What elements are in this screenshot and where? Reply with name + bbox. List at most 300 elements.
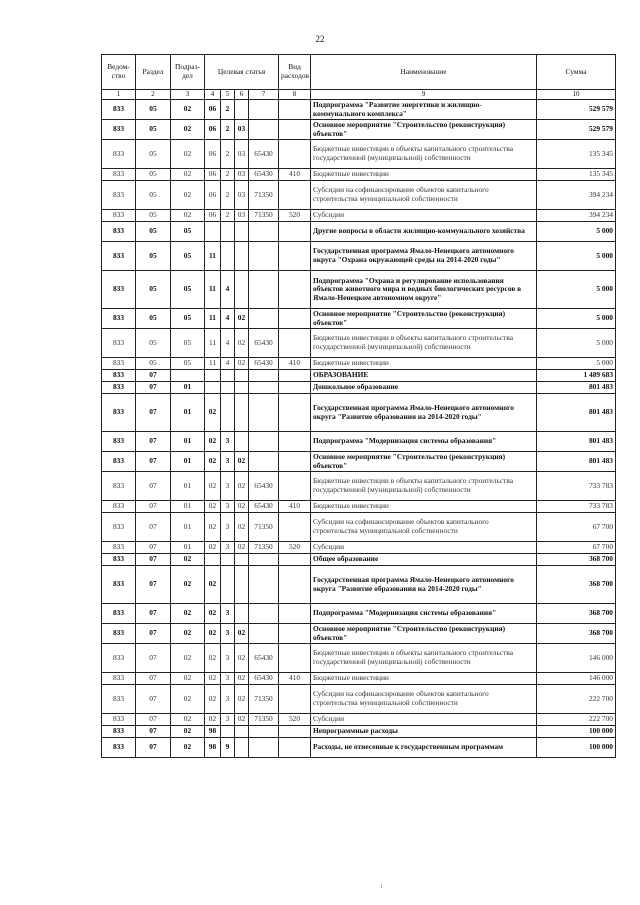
cell-vedomstvo: 833 — [102, 140, 136, 169]
cell-subprogram: 4 — [221, 309, 235, 329]
cell-vid-rashodov — [279, 140, 311, 169]
cell-vedomstvo: 833 — [102, 329, 136, 358]
cell-naimenovanie: Государственная программа Ямало-Ненецкого автономного округа "Охрана окружающей среды на 2014-2020 годы" — [311, 242, 537, 271]
cell-summa: 529 579 — [537, 120, 616, 140]
page-number: 22 — [315, 34, 325, 44]
cell-subprogram: 3 — [221, 685, 235, 714]
cell-podrazdel: 02 — [171, 673, 205, 685]
cell-podrazdel: 01 — [171, 394, 205, 432]
table-row — [102, 222, 616, 242]
header-podrazdel: Подраз- дел — [171, 55, 205, 90]
cell-program: 02 — [205, 472, 221, 501]
column-number: 6 — [235, 90, 249, 100]
cell-vid-rashodov — [279, 624, 311, 644]
cell-vid-rashodov — [279, 432, 311, 452]
cell-vid-rashodov — [279, 472, 311, 501]
cell-subprogram: 2 — [221, 100, 235, 120]
cell-event — [235, 604, 249, 624]
table-row — [102, 271, 616, 309]
cell-razdel: 05 — [136, 329, 171, 358]
cell-summa: 368 700 — [537, 624, 616, 644]
table-row — [102, 513, 616, 542]
header-vid-rashodov: Вид расходов — [279, 55, 311, 90]
cell-vedomstvo: 833 — [102, 604, 136, 624]
cell-direction — [249, 566, 279, 604]
cell-program: 98 — [205, 726, 221, 738]
cell-vid-rashodov: 410 — [279, 673, 311, 685]
cell-podrazdel: 02 — [171, 140, 205, 169]
cell-podrazdel: 01 — [171, 472, 205, 501]
cell-subprogram: 3 — [221, 624, 235, 644]
cell-vedomstvo: 833 — [102, 566, 136, 604]
cell-razdel: 07 — [136, 554, 171, 566]
cell-naimenovanie: Подпрограмма "Модернизация системы образования" — [311, 432, 537, 452]
cell-vid-rashodov — [279, 394, 311, 432]
cell-subprogram — [221, 554, 235, 566]
cell-podrazdel: 01 — [171, 542, 205, 554]
table-row — [102, 181, 616, 210]
cell-podrazdel: 05 — [171, 271, 205, 309]
cell-razdel: 07 — [136, 382, 171, 394]
cell-naimenovanie: Бюджетные инвестиции в объекты капитального строительства государственной (муниципальной) собственности — [311, 140, 537, 169]
cell-podrazdel: 02 — [171, 210, 205, 222]
table-row — [102, 644, 616, 673]
cell-subprogram: 3 — [221, 604, 235, 624]
cell-vedomstvo: 833 — [102, 738, 136, 758]
cell-event — [235, 100, 249, 120]
cell-summa: 67 700 — [537, 542, 616, 554]
table-row — [102, 472, 616, 501]
cell-summa: 368 700 — [537, 554, 616, 566]
cell-razdel: 05 — [136, 222, 171, 242]
column-number: 8 — [279, 90, 311, 100]
cell-subprogram: 4 — [221, 271, 235, 309]
table-row — [102, 210, 616, 222]
table-row — [102, 394, 616, 432]
cell-subprogram: 3 — [221, 513, 235, 542]
cell-vid-rashodov — [279, 738, 311, 758]
cell-direction — [249, 382, 279, 394]
cell-program: 02 — [205, 714, 221, 726]
cell-razdel: 07 — [136, 501, 171, 513]
cell-podrazdel: 02 — [171, 181, 205, 210]
cell-subprogram: 3 — [221, 644, 235, 673]
column-number: 1 — [102, 90, 136, 100]
cell-podrazdel: 02 — [171, 726, 205, 738]
cell-subprogram: 2 — [221, 169, 235, 181]
cell-naimenovanie: Основное мероприятие "Строительство (реконструкция) объектов" — [311, 120, 537, 140]
cell-razdel: 05 — [136, 169, 171, 181]
cell-naimenovanie: Государственная программа Ямало-Ненецкого автономного округа "Развитие образования на 2014-2020 годы" — [311, 394, 537, 432]
cell-program — [205, 554, 221, 566]
cell-vedomstvo: 833 — [102, 271, 136, 309]
cell-program: 06 — [205, 140, 221, 169]
cell-naimenovanie: Субсидии — [311, 210, 537, 222]
cell-razdel: 07 — [136, 370, 171, 382]
header-razdel: Раздел — [136, 55, 171, 90]
cell-event: 02 — [235, 673, 249, 685]
cell-subprogram: 2 — [221, 140, 235, 169]
cell-vedomstvo: 833 — [102, 644, 136, 673]
cell-summa: 5 000 — [537, 271, 616, 309]
cell-subprogram: 3 — [221, 501, 235, 513]
cell-naimenovanie: Бюджетные инвестиции в объекты капитального строительства государственной (муниципальной) собственности — [311, 329, 537, 358]
column-number: 2 — [136, 90, 171, 100]
cell-event — [235, 394, 249, 432]
cell-vedomstvo: 833 — [102, 501, 136, 513]
column-number: 10 — [537, 90, 616, 100]
cell-summa: 5 000 — [537, 329, 616, 358]
cell-subprogram — [221, 222, 235, 242]
cell-razdel: 05 — [136, 100, 171, 120]
cell-event — [235, 726, 249, 738]
cell-podrazdel: 01 — [171, 382, 205, 394]
cell-summa: 801 483 — [537, 394, 616, 432]
cell-vedomstvo: 833 — [102, 452, 136, 472]
cell-naimenovanie: Дошкольное образование — [311, 382, 537, 394]
cell-direction — [249, 726, 279, 738]
cell-razdel: 07 — [136, 472, 171, 501]
cell-vid-rashodov — [279, 685, 311, 714]
cell-program: 02 — [205, 673, 221, 685]
cell-podrazdel: 02 — [171, 644, 205, 673]
cell-vedomstvo: 833 — [102, 382, 136, 394]
cell-naimenovanie: Государственная программа Ямало-Ненецкого автономного округа "Развитие образования на 2014-2020 годы" — [311, 566, 537, 604]
cell-vedomstvo: 833 — [102, 513, 136, 542]
table-row — [102, 624, 616, 644]
table-row — [102, 169, 616, 181]
cell-vedomstvo: 833 — [102, 726, 136, 738]
cell-naimenovanie: Другие вопросы в области жилищно-коммунального хозяйства — [311, 222, 537, 242]
budget-table — [101, 54, 616, 758]
cell-vedomstvo: 833 — [102, 181, 136, 210]
cell-event — [235, 271, 249, 309]
cell-event: 02 — [235, 472, 249, 501]
cell-naimenovanie: Бюджетные инвестиции — [311, 501, 537, 513]
table-row — [102, 554, 616, 566]
cell-direction: 71350 — [249, 714, 279, 726]
cell-subprogram: 2 — [221, 181, 235, 210]
cell-event — [235, 222, 249, 242]
table-row — [102, 432, 616, 452]
cell-naimenovanie: Основное мероприятие "Строительство (реконструкция) объектов" — [311, 309, 537, 329]
cell-event: 02 — [235, 501, 249, 513]
cell-vid-rashodov — [279, 181, 311, 210]
cell-subprogram — [221, 242, 235, 271]
cell-summa: 5 000 — [537, 222, 616, 242]
cell-naimenovanie: ОБРАЗОВАНИЕ — [311, 370, 537, 382]
cell-razdel: 07 — [136, 542, 171, 554]
cell-program: 02 — [205, 501, 221, 513]
cell-summa: 135 345 — [537, 169, 616, 181]
cell-naimenovanie: Непрограммные расходы — [311, 726, 537, 738]
cell-subprogram: 3 — [221, 542, 235, 554]
table-row — [102, 726, 616, 738]
cell-podrazdel — [171, 370, 205, 382]
cell-program: 02 — [205, 542, 221, 554]
cell-vedomstvo: 833 — [102, 554, 136, 566]
cell-vid-rashodov: 410 — [279, 169, 311, 181]
cell-subprogram — [221, 382, 235, 394]
cell-vedomstvo: 833 — [102, 309, 136, 329]
cell-podrazdel: 02 — [171, 604, 205, 624]
cell-naimenovanie: Основное мероприятие "Строительство (реконструкция) объектов" — [311, 624, 537, 644]
table-row — [102, 738, 616, 758]
cell-naimenovanie: Субсидии на софинансирование объектов капитального строительства муниципальной собственности — [311, 181, 537, 210]
column-number: 9 — [311, 90, 537, 100]
cell-naimenovanie: Субсидии на софинансирование объектов капитального строительства муниципальной собственности — [311, 685, 537, 714]
cell-subprogram — [221, 370, 235, 382]
cell-vedomstvo: 833 — [102, 472, 136, 501]
cell-podrazdel: 01 — [171, 513, 205, 542]
cell-vedomstvo: 833 — [102, 222, 136, 242]
cell-vedomstvo: 833 — [102, 394, 136, 432]
cell-vid-rashodov — [279, 222, 311, 242]
table-row — [102, 242, 616, 271]
cell-vid-rashodov — [279, 120, 311, 140]
cell-vid-rashodov: 520 — [279, 542, 311, 554]
table-row — [102, 358, 616, 370]
cell-vid-rashodov — [279, 242, 311, 271]
cell-razdel: 07 — [136, 513, 171, 542]
cell-vid-rashodov — [279, 513, 311, 542]
cell-naimenovanie: Подпрограмма "Развитие энергетики и жилищно-коммунального комплекса" — [311, 100, 537, 120]
cell-naimenovanie: Основное мероприятие "Строительство (реконструкция) объектов" — [311, 452, 537, 472]
cell-direction: 65430 — [249, 501, 279, 513]
cell-program: 11 — [205, 309, 221, 329]
cell-summa: 394 234 — [537, 181, 616, 210]
cell-subprogram — [221, 726, 235, 738]
cell-razdel: 07 — [136, 624, 171, 644]
cell-summa: 222 700 — [537, 714, 616, 726]
cell-summa: 100 000 — [537, 726, 616, 738]
cell-vid-rashodov: 410 — [279, 501, 311, 513]
cell-naimenovanie: Субсидии — [311, 714, 537, 726]
cell-razdel: 05 — [136, 120, 171, 140]
cell-direction: 65430 — [249, 329, 279, 358]
table-row — [102, 673, 616, 685]
cell-event: 02 — [235, 513, 249, 542]
cell-vid-rashodov: 520 — [279, 210, 311, 222]
cell-razdel: 07 — [136, 452, 171, 472]
cell-naimenovanie: Бюджетные инвестиции — [311, 169, 537, 181]
column-number: 4 — [205, 90, 221, 100]
cell-podrazdel: 01 — [171, 501, 205, 513]
cell-direction — [249, 554, 279, 566]
table-row — [102, 120, 616, 140]
cell-summa: 1 489 683 — [537, 370, 616, 382]
cell-program: 11 — [205, 271, 221, 309]
cell-subprogram: 4 — [221, 329, 235, 358]
cell-program: 02 — [205, 513, 221, 542]
cell-vid-rashodov — [279, 100, 311, 120]
cell-summa: 222 700 — [537, 685, 616, 714]
cell-summa: 801 483 — [537, 452, 616, 472]
header-vedomstvo: Ведом- ство — [102, 55, 136, 90]
cell-program: 11 — [205, 358, 221, 370]
cell-summa: 733 783 — [537, 472, 616, 501]
cell-vedomstvo: 833 — [102, 673, 136, 685]
cell-naimenovanie: Субсидии на софинансирование объектов капитального строительства муниципальной собственности — [311, 513, 537, 542]
cell-program: 11 — [205, 242, 221, 271]
cell-event: 02 — [235, 358, 249, 370]
cell-subprogram: 4 — [221, 358, 235, 370]
cell-naimenovanie: Расходы, не отнесенные к государственным программам — [311, 738, 537, 758]
cell-program: 02 — [205, 644, 221, 673]
cell-event: 02 — [235, 452, 249, 472]
table-row — [102, 566, 616, 604]
cell-vedomstvo: 833 — [102, 242, 136, 271]
column-number: 7 — [249, 90, 279, 100]
cell-program: 02 — [205, 604, 221, 624]
cell-naimenovanie: Подпрограмма "Модернизация системы образования" — [311, 604, 537, 624]
cell-direction — [249, 100, 279, 120]
cell-event — [235, 432, 249, 452]
cell-direction: 65430 — [249, 140, 279, 169]
cell-direction — [249, 271, 279, 309]
cell-direction — [249, 394, 279, 432]
cell-vedomstvo: 833 — [102, 542, 136, 554]
cell-vid-rashodov — [279, 271, 311, 309]
header-celevaya-statya: Целевая статья — [205, 55, 279, 90]
cell-summa: 100 000 — [537, 738, 616, 758]
cell-subprogram: 2 — [221, 120, 235, 140]
cell-podrazdel: 02 — [171, 169, 205, 181]
cell-naimenovanie: Бюджетные инвестиции — [311, 358, 537, 370]
cell-summa: 368 700 — [537, 566, 616, 604]
cell-vedomstvo: 833 — [102, 370, 136, 382]
table-row — [102, 604, 616, 624]
table-row — [102, 100, 616, 120]
cell-direction: 65430 — [249, 169, 279, 181]
cell-razdel: 05 — [136, 210, 171, 222]
cell-program — [205, 370, 221, 382]
cell-event: 03 — [235, 120, 249, 140]
cell-razdel: 07 — [136, 738, 171, 758]
cell-event: 03 — [235, 210, 249, 222]
cell-program: 02 — [205, 685, 221, 714]
cell-program: 02 — [205, 394, 221, 432]
cell-vedomstvo: 833 — [102, 100, 136, 120]
table-row — [102, 685, 616, 714]
cell-vedomstvo: 833 — [102, 358, 136, 370]
cell-razdel: 05 — [136, 181, 171, 210]
cell-direction: 65430 — [249, 358, 279, 370]
cell-vid-rashodov — [279, 566, 311, 604]
column-number-row — [102, 90, 616, 100]
cell-program: 06 — [205, 100, 221, 120]
cell-podrazdel: 02 — [171, 714, 205, 726]
cell-direction — [249, 242, 279, 271]
cell-subprogram: 9 — [221, 738, 235, 758]
cell-vedomstvo: 833 — [102, 714, 136, 726]
column-number: 3 — [171, 90, 205, 100]
cell-event: 03 — [235, 181, 249, 210]
cell-event: 02 — [235, 329, 249, 358]
cell-direction: 71350 — [249, 181, 279, 210]
cell-podrazdel: 02 — [171, 120, 205, 140]
cell-direction — [249, 452, 279, 472]
cell-summa: 67 700 — [537, 513, 616, 542]
table-row — [102, 452, 616, 472]
cell-podrazdel: 05 — [171, 358, 205, 370]
cell-vid-rashodov — [279, 329, 311, 358]
cell-program: 02 — [205, 452, 221, 472]
cell-vedomstvo: 833 — [102, 210, 136, 222]
cell-subprogram: 3 — [221, 432, 235, 452]
cell-event: 02 — [235, 542, 249, 554]
cell-razdel: 05 — [136, 271, 171, 309]
cell-vid-rashodov — [279, 604, 311, 624]
cell-razdel: 07 — [136, 566, 171, 604]
cell-vid-rashodov — [279, 452, 311, 472]
cell-vedomstvo: 833 — [102, 624, 136, 644]
cell-razdel: 07 — [136, 726, 171, 738]
header-summa: Сумма — [537, 55, 616, 90]
cell-podrazdel: 05 — [171, 329, 205, 358]
cell-podrazdel: 05 — [171, 242, 205, 271]
cell-subprogram — [221, 566, 235, 604]
cell-summa: 801 483 — [537, 432, 616, 452]
cell-podrazdel: 02 — [171, 100, 205, 120]
cell-vid-rashodov: 410 — [279, 358, 311, 370]
cell-razdel: 07 — [136, 644, 171, 673]
cell-vid-rashodov: 520 — [279, 714, 311, 726]
cell-program: 02 — [205, 624, 221, 644]
cell-subprogram: 2 — [221, 210, 235, 222]
header-naimenovanie: Наименование — [311, 55, 537, 90]
cell-subprogram: 3 — [221, 673, 235, 685]
cell-direction — [249, 604, 279, 624]
table-body — [102, 100, 616, 758]
table-row — [102, 501, 616, 513]
cell-podrazdel: 02 — [171, 566, 205, 604]
cell-summa: 5 000 — [537, 358, 616, 370]
cell-vid-rashodov — [279, 370, 311, 382]
cell-vid-rashodov — [279, 554, 311, 566]
cell-program — [205, 382, 221, 394]
cell-program: 11 — [205, 329, 221, 358]
cell-vid-rashodov — [279, 726, 311, 738]
cell-summa: 5 000 — [537, 309, 616, 329]
cell-razdel: 05 — [136, 140, 171, 169]
cell-event — [235, 370, 249, 382]
cell-vedomstvo: 833 — [102, 169, 136, 181]
cell-direction — [249, 120, 279, 140]
cell-program: 06 — [205, 169, 221, 181]
cell-event — [235, 554, 249, 566]
cell-summa: 5 000 — [537, 242, 616, 271]
cell-event: 03 — [235, 169, 249, 181]
cell-event: 03 — [235, 140, 249, 169]
footer-mark: 1 — [380, 884, 383, 890]
cell-direction — [249, 370, 279, 382]
cell-program: 02 — [205, 432, 221, 452]
cell-vedomstvo: 833 — [102, 432, 136, 452]
cell-direction: 71350 — [249, 210, 279, 222]
cell-program: 06 — [205, 120, 221, 140]
table-row — [102, 714, 616, 726]
cell-podrazdel: 05 — [171, 222, 205, 242]
column-number: 5 — [221, 90, 235, 100]
cell-direction — [249, 432, 279, 452]
cell-podrazdel: 01 — [171, 452, 205, 472]
cell-direction: 65430 — [249, 472, 279, 501]
cell-vid-rashodov — [279, 309, 311, 329]
table-row — [102, 542, 616, 554]
cell-event — [235, 382, 249, 394]
cell-summa: 801 483 — [537, 382, 616, 394]
